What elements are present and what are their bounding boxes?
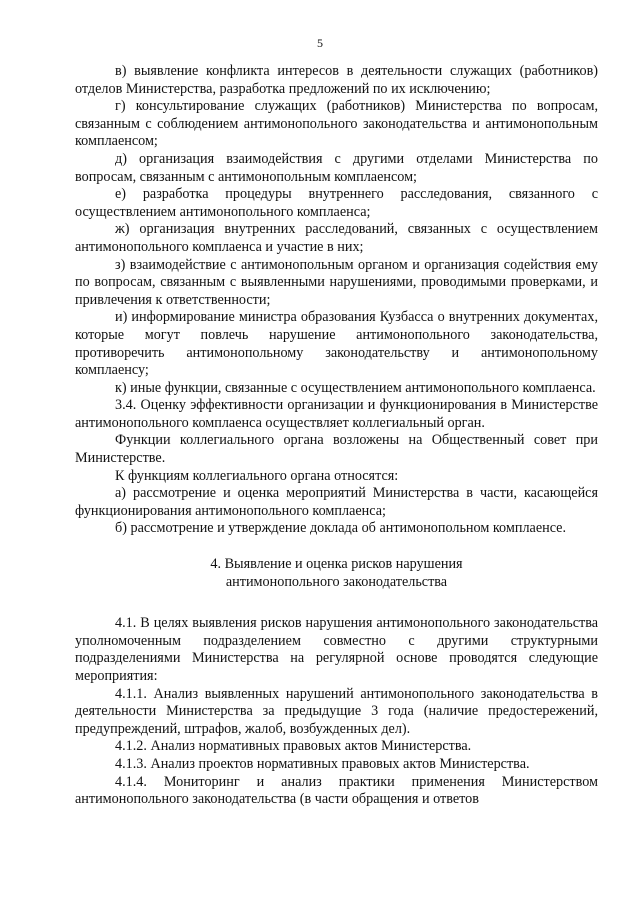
document-body bbox=[75, 63, 598, 809]
list-item-d: д) организация взаимодействия с другими отделами Министерства по вопросам, связанным с антимонопольным комплаенсом; bbox=[75, 150, 598, 185]
list-item-i: и) информирование министра образования Кузбасса о внутренних документах, которые могут повлечь нарушение антимонопольного законодательства, противоречить антимонопольному законодательству и антимонопольному комплаенсу; bbox=[75, 309, 598, 379]
section-4-1-4: 4.1.4. Мониторинг и анализ практики применения Министерством антимонопольного законодательства (в части обращения и ответов bbox=[75, 773, 598, 808]
functions-intro: К функциям коллегиального органа относятся: bbox=[115, 467, 399, 484]
section-heading-line-1: 4. Выявление и оценка рисков нарушения bbox=[210, 556, 463, 573]
function-item-a: а) рассмотрение и оценка мероприятий Министерства в части, касающейся функционирования антимонопольного комплаенса; bbox=[75, 485, 598, 519]
section-4-1-2: 4.1.2. Анализ нормативных правовых актов Министерства. bbox=[115, 738, 472, 755]
list-item-z: з) взаимодействие с антимонопольным органом и организация содействия ему по вопросам, связанным с выявленными нарушениями, проводимыми проверками, и привлечения к ответственности; bbox=[75, 256, 598, 308]
list-item-v: в) выявление конфликта интересов в деятельности служащих (работников) отделов Министерства, разработка предложений по их исключению; bbox=[75, 63, 598, 97]
section-heading-line-2: антимонопольного законодательства bbox=[225, 573, 448, 590]
functions-paragraph: Функции коллегиального органа возложены на Общественный совет при Министерстве. bbox=[75, 432, 598, 467]
list-item-e: е) разработка процедуры внутреннего расследования, связанного с осуществлением антимонопольного комплаенса; bbox=[75, 186, 598, 220]
list-item-k: к) иные функции, связанные с осуществлением антимонопольного комплаенса. bbox=[115, 379, 596, 396]
section-4-1-1: 4.1.1. Анализ выявленных нарушений антимонопольного законодательства в деятельности Министерства за предыдущие 3 года (наличие предостережений, предупреждений, штрафов, жалоб, возбужденных дел). bbox=[75, 685, 598, 737]
function-item-b: б) рассмотрение и утверждение доклада об антимонопольном комплаенсе. bbox=[115, 520, 567, 537]
section-4-1-3: 4.1.3. Анализ проектов нормативных правовых актов Министерства. bbox=[115, 755, 530, 772]
section-3-4: 3.4. Оценку эффективности организации и функционирования в Министерстве антимонопольного комплаенса осуществляет коллегиальный орган. bbox=[75, 397, 598, 431]
section-4-1: 4.1. В целях выявления рисков нарушения антимонопольного законодательства уполномоченным подразделением совместно с другими структурными подразделениями Министерства на регулярной основе проводятся следующие мероприятия: bbox=[75, 615, 598, 684]
list-item-zh: ж) организация внутренних расследований, связанных с осуществлением антимонопольного комплаенса и участие в них; bbox=[75, 221, 598, 255]
page-number: 5 bbox=[317, 36, 323, 50]
list-item-g: г) консультирование служащих (работников) Министерства по вопросам, связанным с соблюдением антимонопольного законодательства и антимонопольным комплаенсом; bbox=[75, 98, 598, 150]
